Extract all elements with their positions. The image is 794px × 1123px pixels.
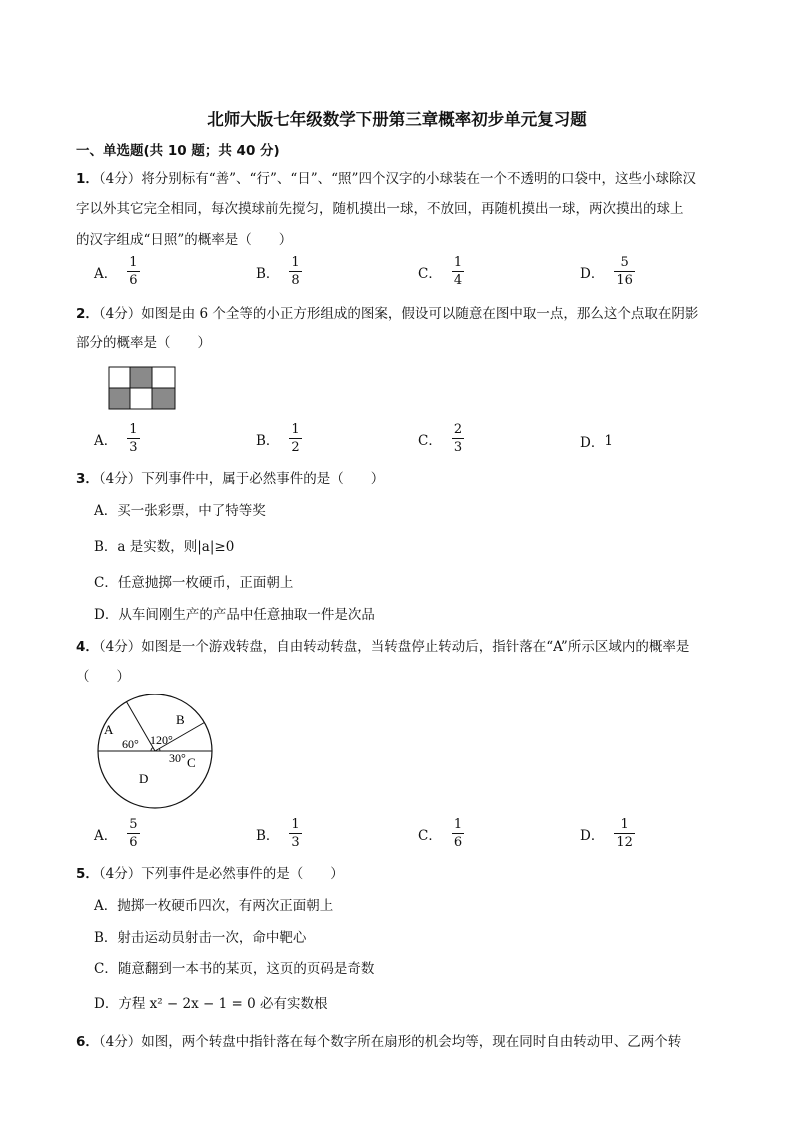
angle-label-a: 60° — [122, 737, 139, 751]
question-2-option-a[interactable]: A． $\frac{1}{3}$ — [94, 422, 138, 455]
square-grid-figure — [108, 366, 176, 411]
sector-label-d: D — [139, 771, 149, 786]
question-3-option-c[interactable]: C．任意抛掷一枚硬币，正面朝上 — [94, 575, 294, 591]
fraction: $\frac{1}{12}$ — [616, 817, 633, 850]
question-3-score: （4分） — [98, 471, 142, 487]
question-1-option-a[interactable]: A． $\frac{1}{6}$ — [94, 255, 138, 288]
question-4-text-1: 如图是一个游戏转盘，自由转动转盘，当转盘停止转动后，指针落在“A”所示区域内的概率是 — [141, 639, 690, 655]
shaded-square — [109, 388, 130, 409]
question-2-option-b[interactable]: B． $\frac{1}{2}$ — [256, 422, 300, 455]
fraction: $\frac{1}{8}$ — [291, 255, 300, 288]
question-1-number: 1． — [76, 171, 99, 187]
question-5-line-1 — [76, 862, 344, 882]
fraction: $\frac{5}{6}$ — [129, 817, 138, 850]
angle-label-c: 30° — [169, 751, 186, 765]
fraction: $\frac{1}{4}$ — [453, 255, 463, 288]
page-title: 北师大版七年级数学下册第三章概率初步单元复习题 — [207, 110, 587, 129]
question-1-option-d[interactable]: D． $\frac{5}{16}$ — [580, 255, 633, 288]
question-5-option-d[interactable]: D．方程 x² − 2x − 1 = 0 必有实数根 — [94, 996, 328, 1012]
question-3-option-b[interactable]: B．a 是实数，则|a|≥0 — [94, 539, 235, 555]
question-1-option-c[interactable]: C． $\frac{1}{4}$ — [418, 255, 463, 288]
question-6-text-1: 如图，两个转盘中指针落在每个数字所在扇形的机会均等，现在同时自由转动甲、乙两个转 — [141, 1034, 682, 1050]
question-2-text-1: 如图是由 6 个全等的小正方形组成的图案，假设可以随意在图中取一点，那么这个点取在阴影 — [141, 306, 699, 322]
spinner-figure — [96, 694, 214, 810]
question-4-option-d[interactable]: D． $\frac{1}{12}$ — [580, 817, 633, 850]
question-5-number: 5． — [76, 866, 99, 882]
question-6-score: （4分） — [98, 1034, 142, 1050]
fraction: $\frac{1}{3}$ — [129, 422, 138, 455]
question-2-option-d[interactable]: D． 1 — [580, 433, 613, 451]
question-5-score: （4分） — [98, 866, 142, 882]
question-5-option-c[interactable]: C．随意翻到一本书的某页，这页的页码是奇数 — [94, 961, 375, 977]
question-4-option-b[interactable]: B． $\frac{1}{3}$ — [256, 817, 300, 850]
question-2-line-1 — [76, 302, 698, 322]
fraction: $\frac{1}{6}$ — [129, 255, 138, 288]
question-3-option-d[interactable]: D．从车间刚生产的产品中任意抽取一件是次品 — [94, 607, 375, 623]
question-2-number: 2． — [76, 306, 99, 322]
question-1-option-b[interactable]: B． $\frac{1}{8}$ — [256, 255, 300, 288]
question-1-score: （4分） — [98, 171, 142, 187]
question-5-stem: 下列事件是必然事件的是（ ） — [141, 866, 344, 882]
fraction: $\frac{2}{3}$ — [453, 422, 463, 455]
shaded-square — [130, 367, 152, 388]
question-4-line-1 — [76, 635, 689, 655]
question-4-score: （4分） — [98, 639, 142, 655]
shaded-square — [152, 388, 175, 409]
question-1-line-1 — [76, 167, 696, 187]
sector-label-c: C — [187, 755, 196, 770]
question-6-number: 6． — [76, 1034, 99, 1050]
question-5-option-a[interactable]: A．抛掷一枚硬币四次，有两次正面朝上 — [94, 898, 334, 914]
sector-label-a: A — [104, 722, 114, 737]
question-6-line-1 — [76, 1030, 681, 1050]
question-3-number: 3． — [76, 471, 99, 487]
fraction: $\frac{1}{3}$ — [291, 817, 300, 850]
question-2-line-2: 部分的概率是（ ） — [76, 335, 211, 351]
question-1-line-2: 字以外其它完全相同，每次摸球前先搅匀，随机摸出一球，不放回，再随机摸出一球，两次摸出的球上 — [76, 201, 684, 217]
fraction: $\frac{5}{16}$ — [616, 255, 633, 288]
sector-label-b: B — [176, 712, 185, 727]
question-2-option-c[interactable]: C． $\frac{2}{3}$ — [418, 422, 463, 455]
question-4-number: 4． — [76, 639, 99, 655]
question-3-option-a[interactable]: A．买一张彩票，中了特等奖 — [94, 503, 266, 519]
question-3-stem: 下列事件中，属于必然事件的是（ ） — [141, 471, 385, 487]
question-2-score: （4分） — [98, 306, 142, 322]
question-5-option-b[interactable]: B．射击运动员射击一次，命中靶心 — [94, 930, 307, 946]
question-1-line-3: 的汉字组成“日照”的概率是（ ） — [76, 232, 293, 248]
angle-label-b: 120° — [150, 733, 173, 747]
fraction: $\frac{1}{2}$ — [291, 422, 300, 455]
question-1-text-1: 将分别标有“善”、“行”、“日”、“照”四个汉字的小球装在一个不透明的口袋中，这些小球除汉 — [141, 171, 696, 187]
question-3-line-1 — [76, 467, 384, 487]
question-4-line-2: （ ） — [76, 669, 130, 685]
section-heading: 一、单选题(共 10 题；共 40 分) — [76, 143, 280, 159]
fraction: $\frac{1}{6}$ — [453, 817, 463, 850]
question-4-option-a[interactable]: A． $\frac{5}{6}$ — [94, 817, 138, 850]
question-4-option-c[interactable]: C． $\frac{1}{6}$ — [418, 817, 463, 850]
